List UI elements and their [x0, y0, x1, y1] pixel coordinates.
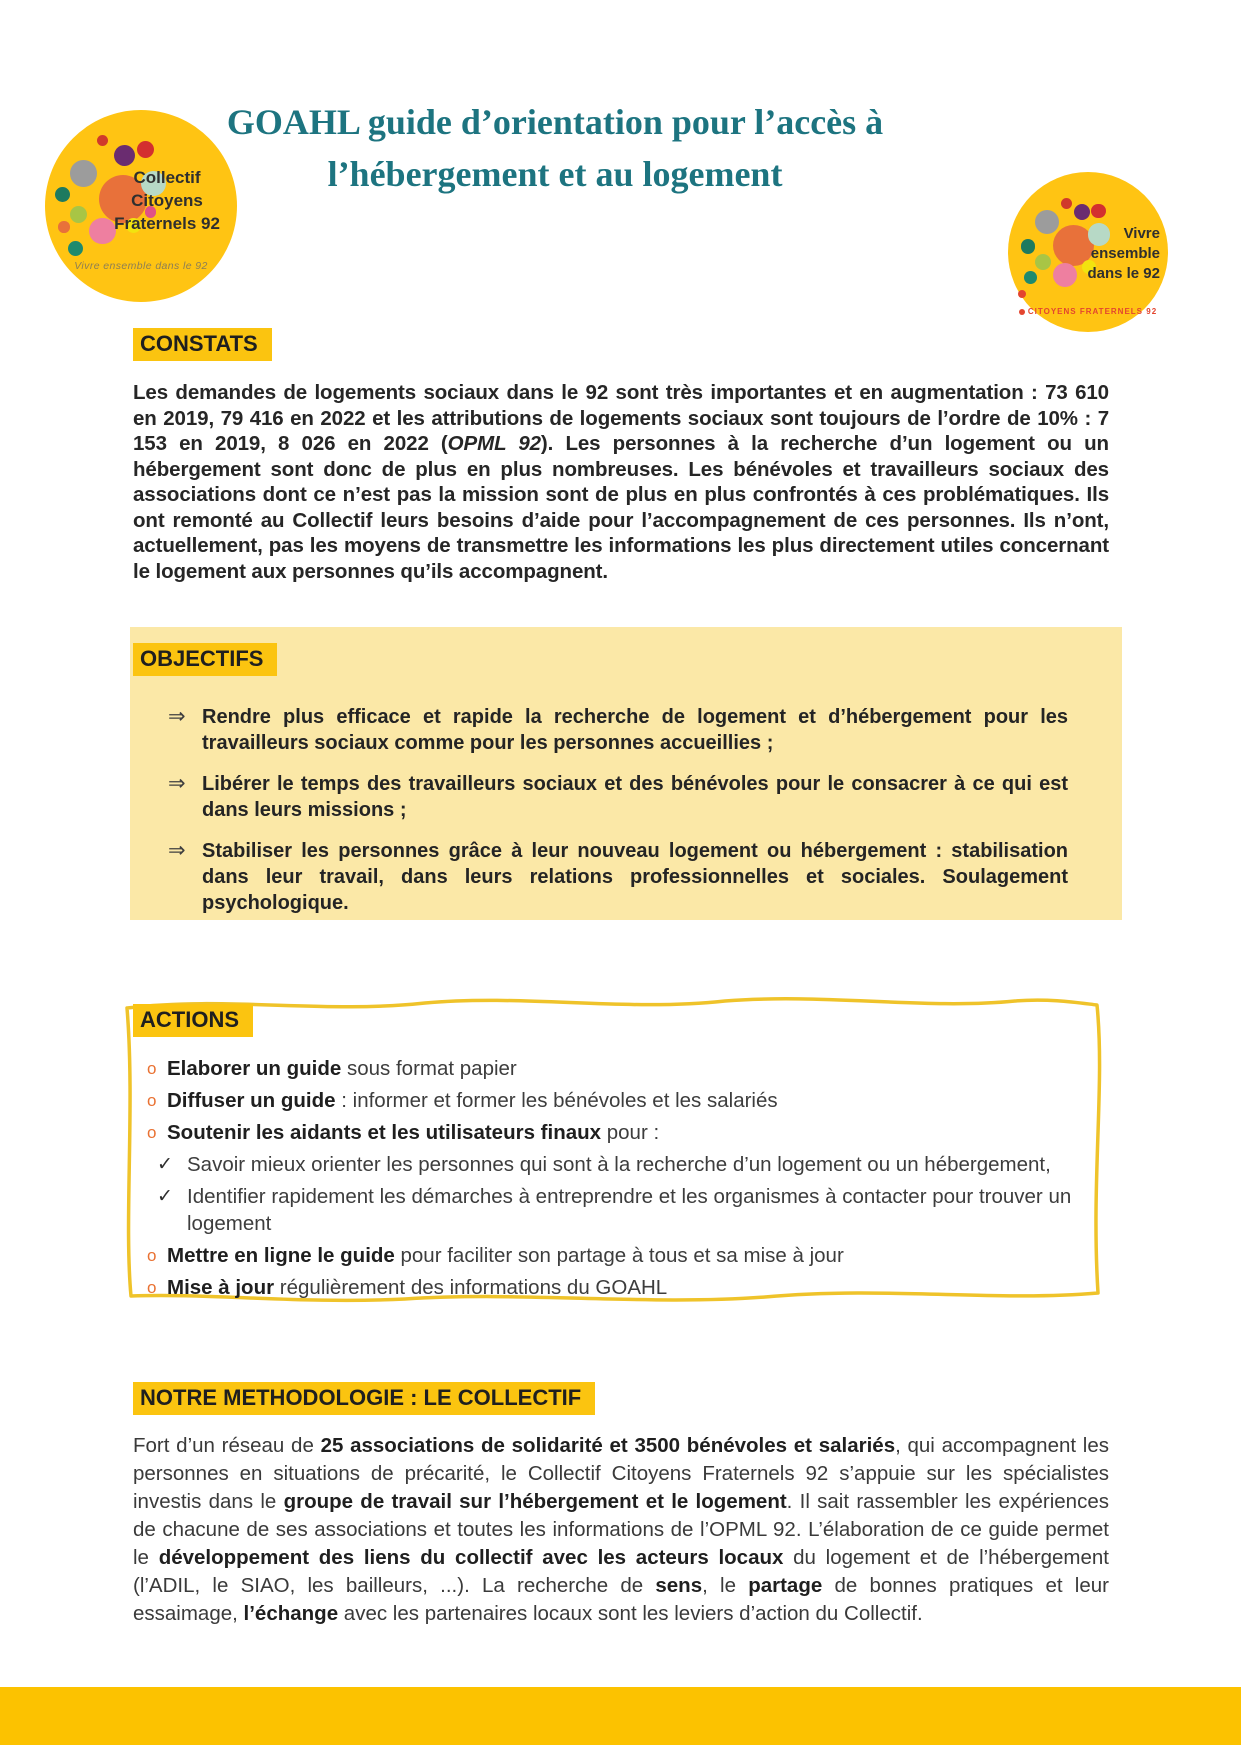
text-segment: Mettre en ligne le guide	[167, 1244, 395, 1267]
text-segment: régulièrement des informations du GOAHL	[274, 1276, 668, 1299]
logo-right-footer-text: CITOYENS FRATERNELS 92	[1027, 307, 1158, 316]
text-segment: développement des liens du collectif avec les acteurs locaux	[158, 1546, 784, 1569]
page-title	[150, 96, 960, 200]
logo-dot-icon	[1091, 204, 1105, 218]
logo-dot-icon	[70, 160, 97, 187]
text-segment: Mise à jour	[167, 1276, 275, 1299]
action-item	[133, 1183, 1083, 1237]
circle-bullet-icon: o	[147, 1123, 157, 1142]
section-heading-actions: ACTIONS	[133, 1004, 253, 1037]
text-segment: Diffuser un guide	[167, 1089, 336, 1112]
logo-dot-icon	[1035, 210, 1059, 234]
text-segment: Les demandes de logements sociaux dans le 92 sont très importantes et en augmentation : 73 610 en 2019, 79 416 en 2022 et les attributions de logements sociaux sont toujours de l’ordre de 10% : 7 153 en 2019, 8 026 en 2022 (	[133, 381, 1109, 455]
arrow-bullet-icon: ⇒	[168, 839, 186, 862]
circle-bullet-icon: o	[147, 1091, 157, 1110]
logo-dot-icon	[58, 221, 70, 233]
logo-left-tagline: Vivre ensemble dans le 92	[74, 260, 208, 272]
text-segment: avec les partenaires locaux sont les leviers d’action du Collectif.	[338, 1602, 923, 1625]
title-line-2: l’hébergement et au logement	[327, 154, 783, 194]
section-heading-objectifs: OBJECTIFS	[133, 643, 277, 676]
text-segment: sens	[655, 1574, 703, 1597]
text-segment: sous format papier	[341, 1057, 517, 1080]
check-icon: ✓	[157, 1154, 173, 1175]
logo-left-name	[107, 166, 227, 235]
action-item	[133, 1119, 1083, 1146]
objectifs-box	[130, 627, 1122, 920]
title-line-1: GOAHL guide d’orientation pour l’accès à	[226, 102, 884, 142]
actions-list	[133, 1055, 1083, 1301]
objectifs-bullet-text: Libérer le temps des travailleurs sociaux et des bénévoles pour le consacrer à ce qui est dans leurs missions ;	[202, 773, 1068, 821]
objectifs-bullet	[168, 771, 1068, 823]
text-segment: Elaborer un guide	[167, 1057, 342, 1080]
text-segment: : informer et former les bénévoles et les salariés	[335, 1089, 778, 1112]
action-item-text	[167, 1119, 1083, 1146]
logo-dot-icon	[55, 187, 70, 202]
arrow-bullet-icon: ⇒	[168, 705, 186, 728]
text-segment: pour :	[601, 1121, 660, 1144]
text-segment: , qui accompagnent les personnes en situations de précarité, le Collectif Citoyens Fraternels 92 s’appuie sur les spécialistes investis dans le	[133, 1434, 1109, 1513]
logo-dot-icon	[1035, 254, 1051, 270]
logo-collectif-citoyens-fraternels-92	[45, 110, 237, 302]
circle-bullet-icon: o	[147, 1246, 157, 1265]
text-segment: OPML 92	[447, 432, 541, 455]
logo-dot-icon	[1061, 198, 1072, 209]
text-segment: groupe de travail sur l’hébergement et le logement	[283, 1490, 787, 1513]
red-dot-icon	[1019, 309, 1025, 315]
text-segment: Soutenir les aidants et les utilisateurs finaux	[167, 1121, 602, 1144]
section-heading-constats: CONSTATS	[133, 328, 272, 361]
logo-dot-icon	[70, 206, 87, 223]
logo-right-footer	[1008, 307, 1168, 316]
text-segment: , le	[702, 1574, 749, 1597]
text-segment: ). Les personnes à la recherche d’un logement ou un hébergement sont donc de plus en plus nombreuses. Les bénévoles et travailleurs sociaux des associations dont ce n’est pas la mission sont de plus en plus confrontés à ces problématiques. Ils ont remonté au Collectif leurs besoins d’aide pour l’accompagnement de ces personnes. Ils n’ont, actuellement, pas les moyens de transmettre les informations les plus directement utiles concernant le logement aux personnes qu’ils accompagnent.	[133, 432, 1109, 583]
logo-dot-icon	[1074, 204, 1090, 220]
text-segment: pour faciliter son partage à tous et sa mise à jour	[394, 1244, 844, 1267]
logo-dot-icon	[68, 241, 83, 256]
logo-dot-icon	[1021, 239, 1035, 253]
action-item-text	[167, 1274, 1083, 1301]
action-item	[133, 1242, 1083, 1269]
circle-bullet-icon: o	[147, 1059, 157, 1078]
logo-name-line: ensemble	[1090, 245, 1160, 262]
logo-dot-icon	[1053, 263, 1077, 287]
logo-name-line: dans le 92	[1087, 265, 1160, 282]
check-icon: ✓	[157, 1186, 173, 1207]
text-segment: partage	[748, 1574, 823, 1597]
actions-box	[115, 990, 1109, 1310]
logo-dot-icon	[114, 145, 135, 166]
logo-right-name	[1076, 224, 1160, 284]
footer-bar	[0, 1687, 1241, 1745]
logo-dot-icon	[1018, 290, 1026, 298]
text-segment: du logement et de l’hébergement (l’ADIL, le SIAO, les bailleurs, ...). La recherche de	[133, 1546, 1109, 1597]
text-segment: de bonnes pratiques et leur essaimage,	[133, 1574, 1109, 1625]
action-item	[133, 1151, 1083, 1178]
objectifs-bullet	[168, 838, 1068, 916]
action-item-text	[167, 1055, 1083, 1082]
action-item	[133, 1274, 1083, 1301]
action-item-text	[187, 1183, 1083, 1237]
logo-dot-icon	[137, 141, 154, 158]
objectifs-bullet-text: Stabiliser les personnes grâce à leur nouveau logement ou hébergement : stabilisation dans leur travail, dans leurs relations professionnelles et sociales. Soulagement psychologique.	[202, 840, 1068, 914]
section-heading-methodologie: NOTRE METHODOLOGIE : LE COLLECTIF	[133, 1382, 595, 1415]
arrow-bullet-icon: ⇒	[168, 772, 186, 795]
action-item	[133, 1055, 1083, 1082]
section-constats	[133, 328, 272, 361]
action-item-text	[167, 1242, 1083, 1269]
actions-inner	[133, 1004, 1083, 1306]
section-methodologie	[133, 1382, 595, 1415]
text-segment: Savoir mieux orienter les personnes qui sont à la recherche d’un logement ou un hébergement,	[187, 1153, 1051, 1176]
text-segment: . Il sait rassembler les expériences de chacune de ses associations et toutes les informations de l’OPML 92. L’élaboration de ce guide permet le	[133, 1490, 1109, 1569]
logo-dot-icon	[97, 135, 109, 147]
action-item-text	[187, 1151, 1083, 1178]
logo-vivre-ensemble-dans-le-92	[1008, 172, 1168, 332]
action-item	[133, 1087, 1083, 1114]
objectifs-bullet	[168, 704, 1068, 756]
text-segment: Identifier rapidement les démarches à entreprendre et les organismes à contacter pour trouver un logement	[187, 1185, 1072, 1235]
methodologie-paragraph	[133, 1432, 1109, 1628]
logo-dot-icon	[1024, 271, 1037, 284]
text-segment: 25 associations de solidarité et 3500 bénévoles et salariés	[320, 1434, 896, 1457]
logo-name-line: Collectif	[133, 168, 201, 187]
objectifs-list	[168, 704, 1068, 916]
constats-paragraph	[133, 380, 1109, 584]
objectifs-bullet-text: Rendre plus efficace et rapide la recherche de logement et d’hébergement pour les travailleurs sociaux comme pour les personnes accueillies ;	[202, 706, 1068, 754]
action-item-text	[167, 1087, 1083, 1114]
logo-name-line: Vivre	[1123, 225, 1160, 242]
text-segment: Fort d’un réseau de	[133, 1434, 321, 1457]
text-segment: l’échange	[243, 1602, 339, 1625]
logo-name-line: Citoyens	[131, 191, 203, 210]
circle-bullet-icon: o	[147, 1278, 157, 1297]
logo-name-line: Fraternels 92	[114, 214, 220, 233]
